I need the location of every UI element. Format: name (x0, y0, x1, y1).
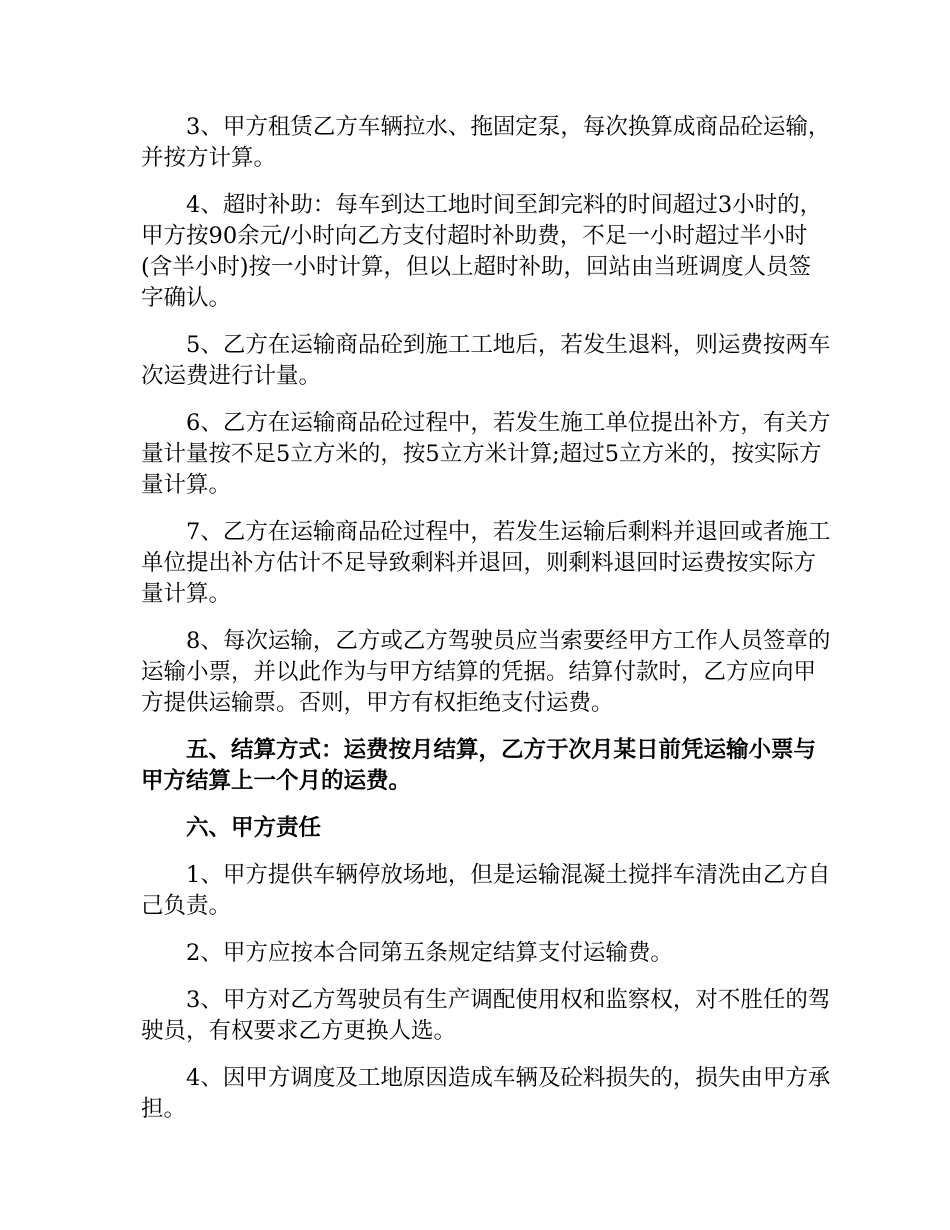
clause-5-material-return: 5、乙方在运输商品砼到施工工地后，若发生退料，则运费按两车次运费进行计量。 (141, 332, 831, 389)
clause-4-overtime-subsidy: 4、超时补助：每车到达工地时间至卸完料的时间超过3小时的，甲方按90余元/小时向乙方支付超时补助费，不足一小时超过半小时(含半小时)按一小时计算，但以上超时补助，回站由当班调度人员签字确认。 (141, 192, 823, 311)
clause-3-vehicle-rental: 3、甲方租赁乙方车辆拉水、拖固定泵，每次换算成商品砼运输，并按方计算。 (141, 114, 831, 171)
section-5-settlement-heading: 五、结算方式：运费按月结算，乙方于次月某日前凭运输小票与甲方结算上一个月的运费。 (141, 737, 817, 794)
duty-4-losses: 4、因甲方调度及工地原因造成车辆及砼料损失的，损失由甲方承担。 (141, 1065, 831, 1122)
document-page (141, 112, 831, 1141)
duty-3-supervision: 3、甲方对乙方驾驶员有生产调配使用权和监察权，对不胜任的驾驶员，有权要求乙方更换人选。 (141, 987, 831, 1044)
clause-7-leftover-material: 7、乙方在运输商品砼过程中，若发生运输后剩料并退回或者施工单位提出补方估计不足导致剩料并退回，则剩料退回时运费按实际方量计算。 (141, 519, 831, 607)
clause-6-supplement-volume: 6、乙方在运输商品砼过程中，若发生施工单位提出补方，有关方量计量按不足5立方米的，按5立方米计算;超过5立方米的，按实际方量计算。 (141, 410, 831, 498)
duty-1-parking: 1、甲方提供车辆停放场地，但是运输混凝土搅拌车清洗由乙方自己负责。 (141, 862, 831, 919)
section-6-party-a-heading: 六、甲方责任 (186, 815, 322, 841)
duty-2-payment: 2、甲方应按本合同第五条规定结算支付运输费。 (186, 940, 673, 966)
clause-8-transport-ticket: 8、每次运输，乙方或乙方驾驶员应当索要经甲方工作人员签章的运输小票，并以此作为与甲方结算的凭据。结算付款时，乙方应向甲方提供运输票。否则，甲方有权拒绝支付运费。 (141, 628, 831, 716)
